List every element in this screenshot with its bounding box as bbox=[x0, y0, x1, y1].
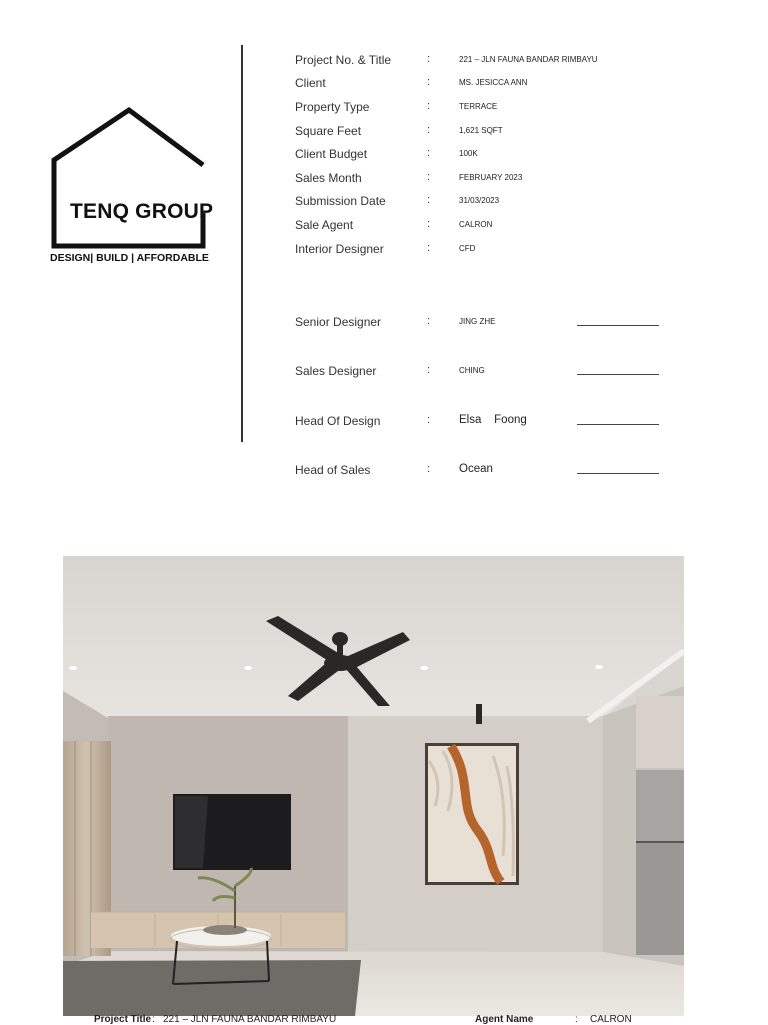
info-colon: : bbox=[427, 171, 431, 183]
footer-agent-name-value: CALRON bbox=[590, 1014, 632, 1025]
info-colon: : bbox=[427, 463, 431, 475]
info-colon: : bbox=[427, 315, 431, 327]
signatory-name: Ocean bbox=[459, 463, 493, 475]
footer-agent-name-label: Agent Name bbox=[475, 1014, 534, 1025]
signature-line bbox=[577, 424, 659, 425]
info-colon: : bbox=[427, 414, 431, 426]
info-colon: : bbox=[427, 194, 431, 206]
company-logo bbox=[46, 100, 226, 270]
info-row-client bbox=[295, 76, 695, 96]
house-outline-icon bbox=[46, 100, 226, 250]
info-row-sale-agent bbox=[295, 218, 695, 238]
info-value: FEBRUARY 2023 bbox=[459, 173, 523, 182]
signatory-label: Senior Designer bbox=[295, 315, 382, 329]
signatory-row-head-of-design bbox=[295, 414, 695, 434]
info-label: Sales Month bbox=[295, 171, 362, 185]
footer-project-title-label: Project Title bbox=[94, 1014, 152, 1025]
signatory-row-sales-designer bbox=[295, 364, 695, 384]
footer-colon: : bbox=[152, 1014, 155, 1025]
info-value: CFD bbox=[459, 244, 476, 253]
info-row-project-title bbox=[295, 53, 695, 73]
info-value: MS. JESICCA ANN bbox=[459, 78, 528, 87]
signature-line bbox=[577, 325, 659, 326]
info-colon: : bbox=[427, 53, 431, 65]
info-row-client-budget bbox=[295, 147, 695, 167]
info-colon: : bbox=[427, 364, 431, 376]
signature-line bbox=[577, 473, 659, 474]
signatory-label: Sales Designer bbox=[295, 364, 377, 378]
logo-tagline: DESIGN| BUILD | AFFORDABLE bbox=[50, 252, 209, 264]
signatory-label: Head Of Design bbox=[295, 414, 381, 428]
signatory-name: Elsa Foong bbox=[459, 414, 527, 426]
info-row-submission-date bbox=[295, 194, 695, 214]
info-label: Interior Designer bbox=[295, 242, 384, 256]
interior-render-image bbox=[63, 556, 684, 1016]
info-row-interior-designer bbox=[295, 242, 695, 262]
info-value: 100K bbox=[459, 149, 478, 158]
info-colon: : bbox=[427, 124, 431, 136]
logo-brand-name: TENQ GROUP bbox=[70, 200, 214, 223]
info-value: 31/03/2023 bbox=[459, 196, 500, 205]
signatory-name: CHING bbox=[459, 366, 485, 375]
info-label: Sale Agent bbox=[295, 218, 354, 232]
signatory-row-head-of-sales bbox=[295, 463, 695, 483]
signatory-label: Head of Sales bbox=[295, 463, 371, 477]
info-colon: : bbox=[427, 218, 431, 230]
vertical-divider bbox=[241, 45, 243, 442]
info-label: Project No. & Title bbox=[295, 53, 392, 67]
signatory-row-senior-designer bbox=[295, 315, 695, 335]
info-colon: : bbox=[427, 76, 431, 88]
info-label: Square Feet bbox=[295, 124, 362, 138]
info-row-square-feet bbox=[295, 124, 695, 144]
info-value: 1,621 SQFT bbox=[459, 126, 503, 135]
page-footer bbox=[0, 1012, 768, 1024]
info-row-sales-month bbox=[295, 171, 695, 191]
footer-colon: : bbox=[575, 1014, 578, 1025]
info-value: TERRACE bbox=[459, 102, 498, 111]
info-row-property-type bbox=[295, 100, 695, 120]
info-label: Submission Date bbox=[295, 194, 386, 208]
footer-project-title-value: 221 – JLN FAUNA BANDAR RIMBAYU bbox=[163, 1014, 337, 1025]
info-label: Client Budget bbox=[295, 147, 368, 161]
signatory-name: JING ZHE bbox=[459, 317, 496, 326]
info-label: Client bbox=[295, 76, 326, 90]
signature-line bbox=[577, 374, 659, 375]
info-colon: : bbox=[427, 147, 431, 159]
info-label: Property Type bbox=[295, 100, 370, 114]
info-colon: : bbox=[427, 100, 431, 112]
info-value: CALRON bbox=[459, 220, 493, 229]
info-value: 221 – JLN FAUNA BANDAR RIMBAYU bbox=[459, 55, 598, 64]
info-colon: : bbox=[427, 242, 431, 254]
